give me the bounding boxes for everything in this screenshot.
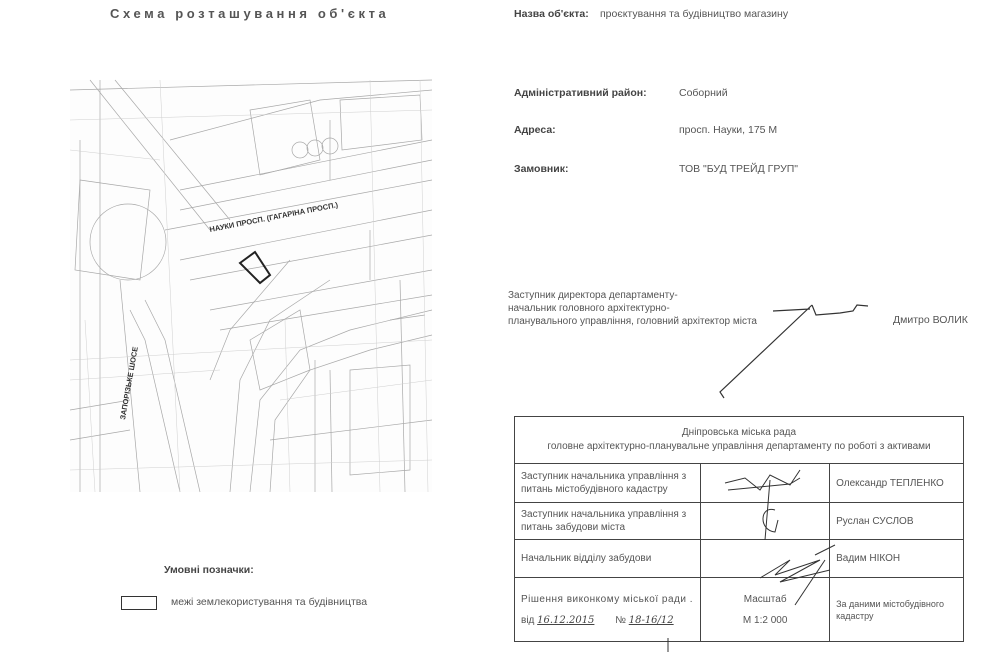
position-cell: Заступник начальника управління з питань містобудівного кадастру <box>515 464 701 503</box>
decision-date-prefix: від <box>521 614 535 626</box>
decision-date: 16.12.2015 <box>537 614 595 626</box>
stamp-header-department: головне архітектурно-планувальне управління департаменту по роботі з активами <box>547 441 931 452</box>
address-label: Адреса: <box>514 124 556 136</box>
name-cell: Руслан СУСЛОВ <box>830 503 964 540</box>
district-label: Адміністративний район: <box>514 87 647 99</box>
stamp-header-org: Дніпровська міська рада <box>681 427 797 438</box>
object-name-value: проєктування та будівництво магазину <box>600 8 789 20</box>
legend-boundary-label: межі землекористування та будівництва <box>171 596 368 608</box>
table-row <box>515 503 964 540</box>
decision-number-prefix: № <box>615 614 626 626</box>
name-cell: Вадим НІКОН <box>830 540 964 578</box>
scale-cell <box>701 578 830 642</box>
table-row <box>515 540 964 578</box>
decision-cell <box>515 578 701 642</box>
name-cell: Олександр ТЕПЛЕНКО <box>830 464 964 503</box>
approval-stamp-table <box>514 416 964 642</box>
site-map <box>70 80 432 492</box>
approval-position <box>508 289 768 328</box>
legend-boundary-symbol <box>121 596 157 610</box>
decision-label: Рішення виконкому міської ради . <box>521 593 694 605</box>
source-note-cell: За даними містобудівного кадастру <box>830 578 964 642</box>
document-title: Схема розташування об'єкта <box>110 6 390 21</box>
approval-position-line-1: Заступник директора департаменту- <box>508 290 678 301</box>
district-value: Соборний <box>679 87 728 99</box>
decision-number: 18-16/12 <box>628 614 674 626</box>
scale-label: Масштаб <box>743 593 787 605</box>
address-value: просп. Науки, 175 М <box>679 124 778 136</box>
table-row <box>515 578 964 642</box>
stamp-header <box>515 417 964 464</box>
position-cell: Начальник відділу забудови <box>515 540 701 578</box>
street-label-nauky: НАУКИ ПРОСП. (ГАГАРІНА ПРОСП.) <box>208 200 339 234</box>
position-cell: Заступник начальника управління з питань забудови міста <box>515 503 701 540</box>
approval-position-line-3: планувального управління, головний архітектор міста <box>508 316 757 327</box>
map-drawing <box>70 80 432 492</box>
customer-label: Замовник: <box>514 163 569 175</box>
approval-name: Дмитро ВОЛИК <box>893 314 968 326</box>
approval-position-line-2: начальник головного архітектурно- <box>508 303 670 314</box>
table-row <box>515 464 964 503</box>
customer-value: ТОВ "БУД ТРЕЙД ГРУП" <box>679 163 799 175</box>
street-label-zaporizke: ЗАПОРІЗЬКЕ ШОСЕ <box>118 346 140 421</box>
scale-value: М 1:2 000 <box>742 614 788 626</box>
stamp-signatures <box>0 0 1 1</box>
object-name-label: Назва об'єкта: <box>514 8 589 20</box>
plot-boundary <box>240 252 270 283</box>
legend-title: Умовні позначки: <box>164 564 254 576</box>
signature-cell <box>701 540 830 578</box>
